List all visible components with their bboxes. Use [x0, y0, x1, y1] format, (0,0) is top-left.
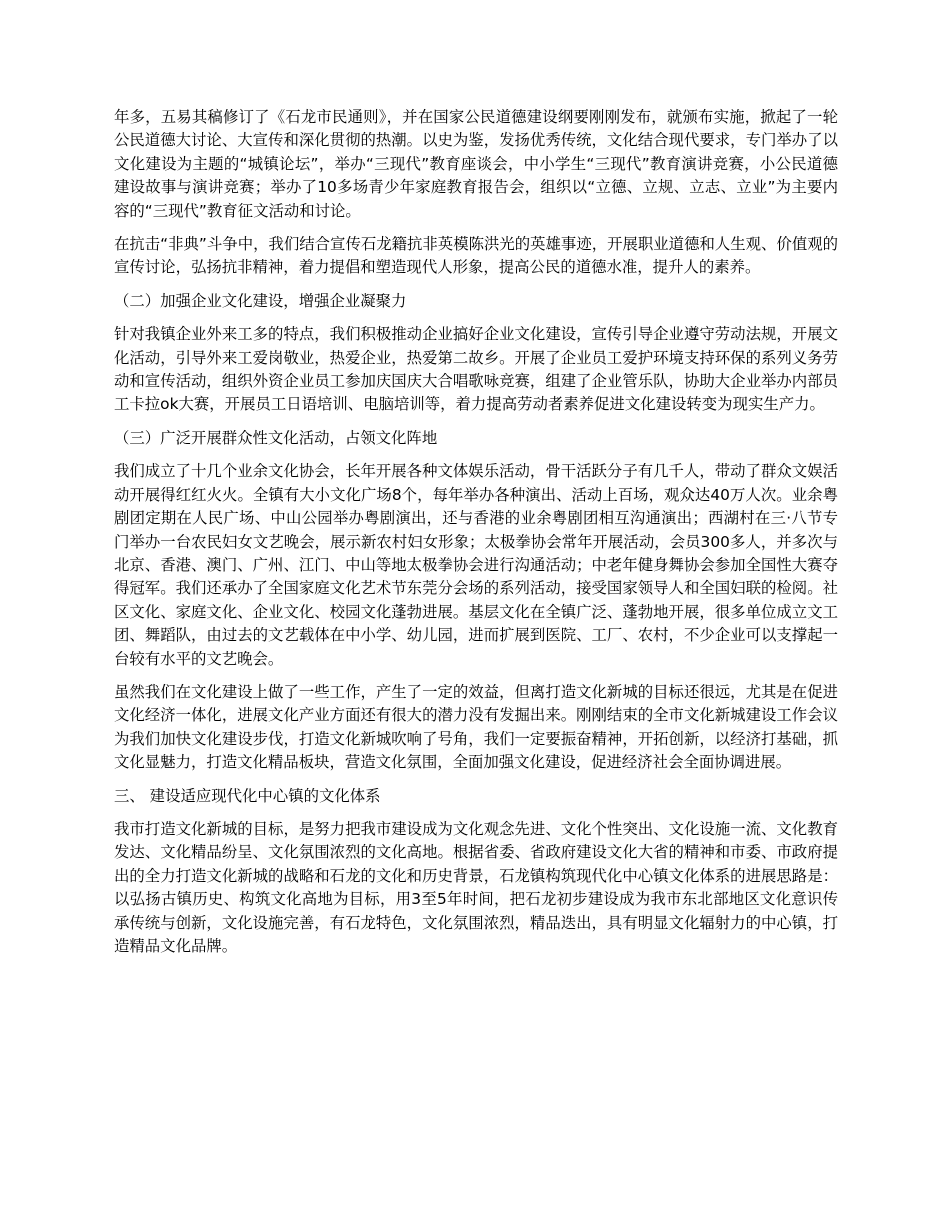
paragraph-civic-morality: 年多，五易其稿修订了《石龙市民通则》，并在国家公民道德建设纲要刚刚发布，就颁布实施，掀起了一轮公民道德大讨论、大宣传和深化贯彻的热潮。以史为鉴，发扬优秀传统，文化结合现代要求，专门举办了以文化建设为主题的“城镇论坛”，举办“三现代”教育座谈会，中小学生“三现代”教育演讲竞赛，小公民道德建设故事与演讲竞赛；举办了10多场青少年家庭教育报告会，组织以“立德、立规、立志、立业”为主要内容的“三现代”教育征文活动和讨论。 — [114, 108, 838, 220]
paragraph-anti-sars: 在抗击“非典”斗争中，我们结合宣传石龙籍抗非英模陈洪光的英雄事迹，开展职业道德和人生观、价值观的宣传讨论，弘扬抗非精神，着力提倡和塑造现代人形象，提高公民的道德水准，提升人的素养。 — [114, 235, 838, 277]
paragraph-enterprise-culture: 针对我镇企业外来工多的特点，我们积极推动企业搞好企业文化建设，宣传引导企业遵守劳动法规，开展文化活动，引导外来工爱岗敬业，热爱企业，热爱第二故乡。开展了企业员工爱护环境支持环保的系列义务劳动和宣传活动，组织外资企业员工参加庆国庆大合唱歌咏竞赛，组建了企业管乐队，协助大企业举办内部员工卡拉ok大赛，开展员工日语培训、电脑培训等，着力提高劳动者素养促进文化建设转变为现实生产力。 — [114, 325, 838, 414]
paragraph-cultural-system: 我市打造文化新城的目标，是努力把我市建设成为文化观念先进、文化个性突出、文化设施一流、文化教育发达、文化精品纷呈、文化氛围浓烈的文化高地。根据省委、省政府建设文化大省的精神和市委、市政府提出的全力打造文化新城的战略和石龙的文化和历史背景，石龙镇构筑现代化中心镇文化体系的进展思路是：以弘扬古镇历史、构筑文化高地为目标，用3至5年时间，把石龙初步建设成为我市东北部地区文化意识传承传统与创新，文化设施完善，有石龙特色，文化氛围浓烈，精品迭出，具有明显文化辐射力的中心镇，打造精品文化品牌。 — [114, 819, 838, 955]
section-heading-cultural-system: 三、 建设适应现代化中心镇的文化体系 — [114, 786, 381, 805]
section-heading-mass-culture: （三）广泛开展群众性文化活动，占领文化阵地 — [114, 428, 438, 447]
document-body — [114, 106, 838, 968]
paragraph-mass-culture: 我们成立了十几个业余文化协会，长年开展各种文体娱乐活动，骨干活跃分子有几千人，带动了群众文娱活动开展得红红火火。全镇有大小文化广场8个，每年举办各种演出、活动上百场，观众达40万人次。业余粤剧团定期在人民广场、中山公园举办粤剧演出，还与香港的业余粤剧团相互沟通演出；西湖村在三·八节专门举办一台农民妇女文艺晚会，展示新农村妇女形象；太极拳协会常年开展活动，会员300多人，并多次与北京、香港、澳门、广州、江门、中山等地太极拳协会进行沟通活动；中老年健身舞协会参加全国性大赛夺得冠军。我们还承办了全国家庭文化艺术节东莞分会场的系列活动，接受国家领导人和全国妇联的检阅。社区文化、家庭文化、企业文化、校园文化蓬勃进展。基层文化在全镇广泛、蓬勃地开展，很多单位成立文工团、舞蹈队，由过去的文艺载体在中小学、幼儿园，进而扩展到医院、工厂、农村，不少企业可以支撑起一台较有水平的文艺晚会。 — [114, 462, 838, 668]
paragraph-shortcomings: 虽然我们在文化建设上做了一些工作，产生了一定的效益，但离打造文化新城的目标还很远，尤其是在促进文化经济一体化，进展文化产业方面还有很大的潜力没有发掘出来。刚刚结束的全市文化新城建设工作会议为我们加快文化建设步伐，打造文化新城吹响了号角，我们一定要振奋精神，开拓创新，以经济打基础，抓文化显魅力，打造文化精品板块，营造文化氛围，全面加强文化建设，促进经济社会全面协调进展。 — [114, 682, 838, 772]
section-heading-enterprise-culture: （二）加强企业文化建设，增强企业凝聚力 — [114, 291, 407, 310]
